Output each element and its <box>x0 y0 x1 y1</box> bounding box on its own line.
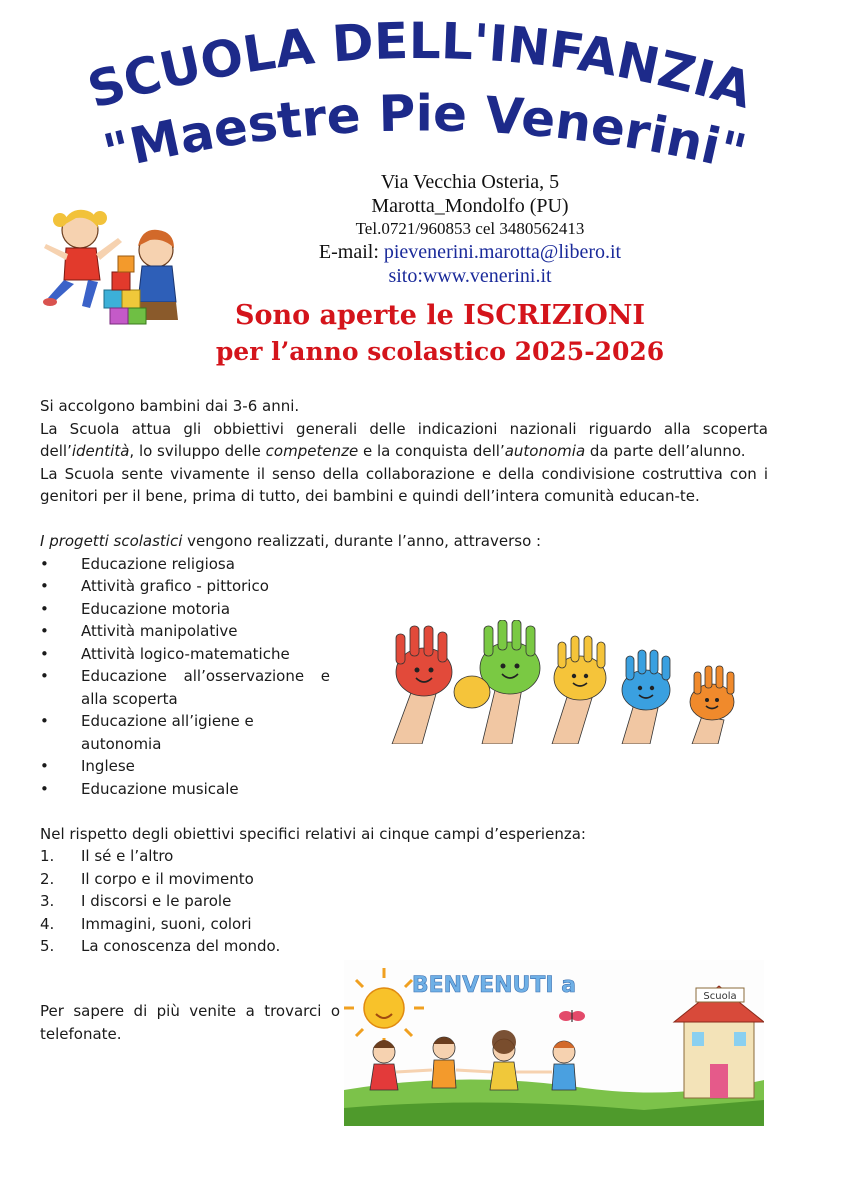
list-item <box>40 868 768 891</box>
intro-text-a: La Scuola attua gli obbiettivi generali delle indicazioni nazionali riguardo alla scoperta dell’ <box>40 419 768 460</box>
spacer <box>40 800 768 823</box>
list-item <box>40 935 768 958</box>
projects-lead-em: I progetti scolastici <box>40 532 183 550</box>
closing-text: Per sapere di più venite a trovarci o telefonate. <box>40 1002 340 1043</box>
list-text: La conoscenza del mondo. <box>81 937 281 955</box>
headline-line-2: per l’anno scolastico 2025-2026 <box>215 337 665 366</box>
welcome-image <box>344 960 764 1126</box>
intro-em-autonomia: autonomia <box>504 442 586 460</box>
headline-line-1: Sono aperte le ISCRIZIONI <box>234 300 646 331</box>
list-item: • Attività manipolative <box>40 620 330 643</box>
list-text: Immagini, suoni, colori <box>81 914 252 933</box>
butterfly-icon <box>559 1010 585 1022</box>
list-item: • Inglese <box>40 755 330 778</box>
email-link[interactable]: pievenerini.marotta@libero.it <box>383 241 622 263</box>
painted-hands-image <box>372 620 768 744</box>
list-item: • Educazione all’osservazione e alla scoperta <box>40 665 330 710</box>
address: Via Vecchia Osteria, 5 <box>380 171 560 193</box>
fields-lead: Nel rispetto degli obiettivi specifici relativi ai cinque campi d’esperienza: <box>40 824 586 843</box>
projects-lead-rest: vengono realizzati, durante l’anno, attraverso : <box>182 532 542 550</box>
list-number: 3. <box>40 892 55 910</box>
phone: Tel.0721/960853 cel 3480562413 <box>355 219 585 238</box>
list-item: • Educazione motoria <box>40 598 330 621</box>
intro-paragraph <box>40 418 768 463</box>
list-number: 2. <box>40 869 55 888</box>
intro-text-c: , lo sviluppo delle <box>129 442 266 460</box>
list-text: Il sé e l’altro <box>81 847 174 865</box>
list-number: 4. <box>40 914 55 933</box>
list-text: Il corpo e il movimento <box>81 869 254 888</box>
email-line <box>250 240 690 264</box>
list-item <box>40 845 768 868</box>
email-label: E-mail: <box>318 241 379 263</box>
projects-list <box>40 553 330 801</box>
list-number: 1. <box>40 847 55 865</box>
intro-text-e: e la conquista dell’ <box>358 442 505 460</box>
contact-block <box>250 170 690 288</box>
city: Marotta_Mondolfo (PU) <box>371 195 569 217</box>
age-range: Si accolgono bambini dai 3-6 anni. <box>40 397 300 415</box>
list-item: • Educazione all’igiene e autonomia <box>40 710 330 755</box>
list-item <box>40 913 768 936</box>
list-text: I discorsi e le parole <box>81 892 232 910</box>
projects-lead <box>40 530 768 553</box>
enrollment-headline <box>140 298 740 370</box>
list-number: 5. <box>40 937 55 955</box>
list-item: • Attività logico-matematiche <box>40 643 330 666</box>
collaboration-paragraph: La Scuola sente vivamente il senso della collaborazione e della condivisione costruttiva con i genitori per il bene, prima di tutto, dei bambini e quindi dell’intera comunità educan-te. <box>40 464 768 505</box>
school-sign: Scuola <box>703 991 737 1002</box>
fields-list <box>40 845 768 958</box>
title-line-2: "Maestre Pie Venerini" <box>98 84 752 178</box>
intro-text-g: da parte dell’alunno. <box>585 442 746 460</box>
intro-em-identita: identità <box>71 442 130 460</box>
list-item: • Educazione religiosa <box>40 553 330 576</box>
list-item <box>40 890 768 913</box>
school-title <box>60 18 780 178</box>
title-line-1: SCUOLA DELL'INFANZIA <box>81 18 759 120</box>
intro-em-competenze: competenze <box>265 442 359 460</box>
spacer <box>40 508 768 531</box>
list-item: • Attività grafico - pittorico <box>40 575 330 598</box>
website-link[interactable]: sito:www.venerini.it <box>388 265 552 287</box>
welcome-banner: BENVENUTI a <box>411 973 577 998</box>
list-item: • Educazione musicale <box>40 778 330 801</box>
